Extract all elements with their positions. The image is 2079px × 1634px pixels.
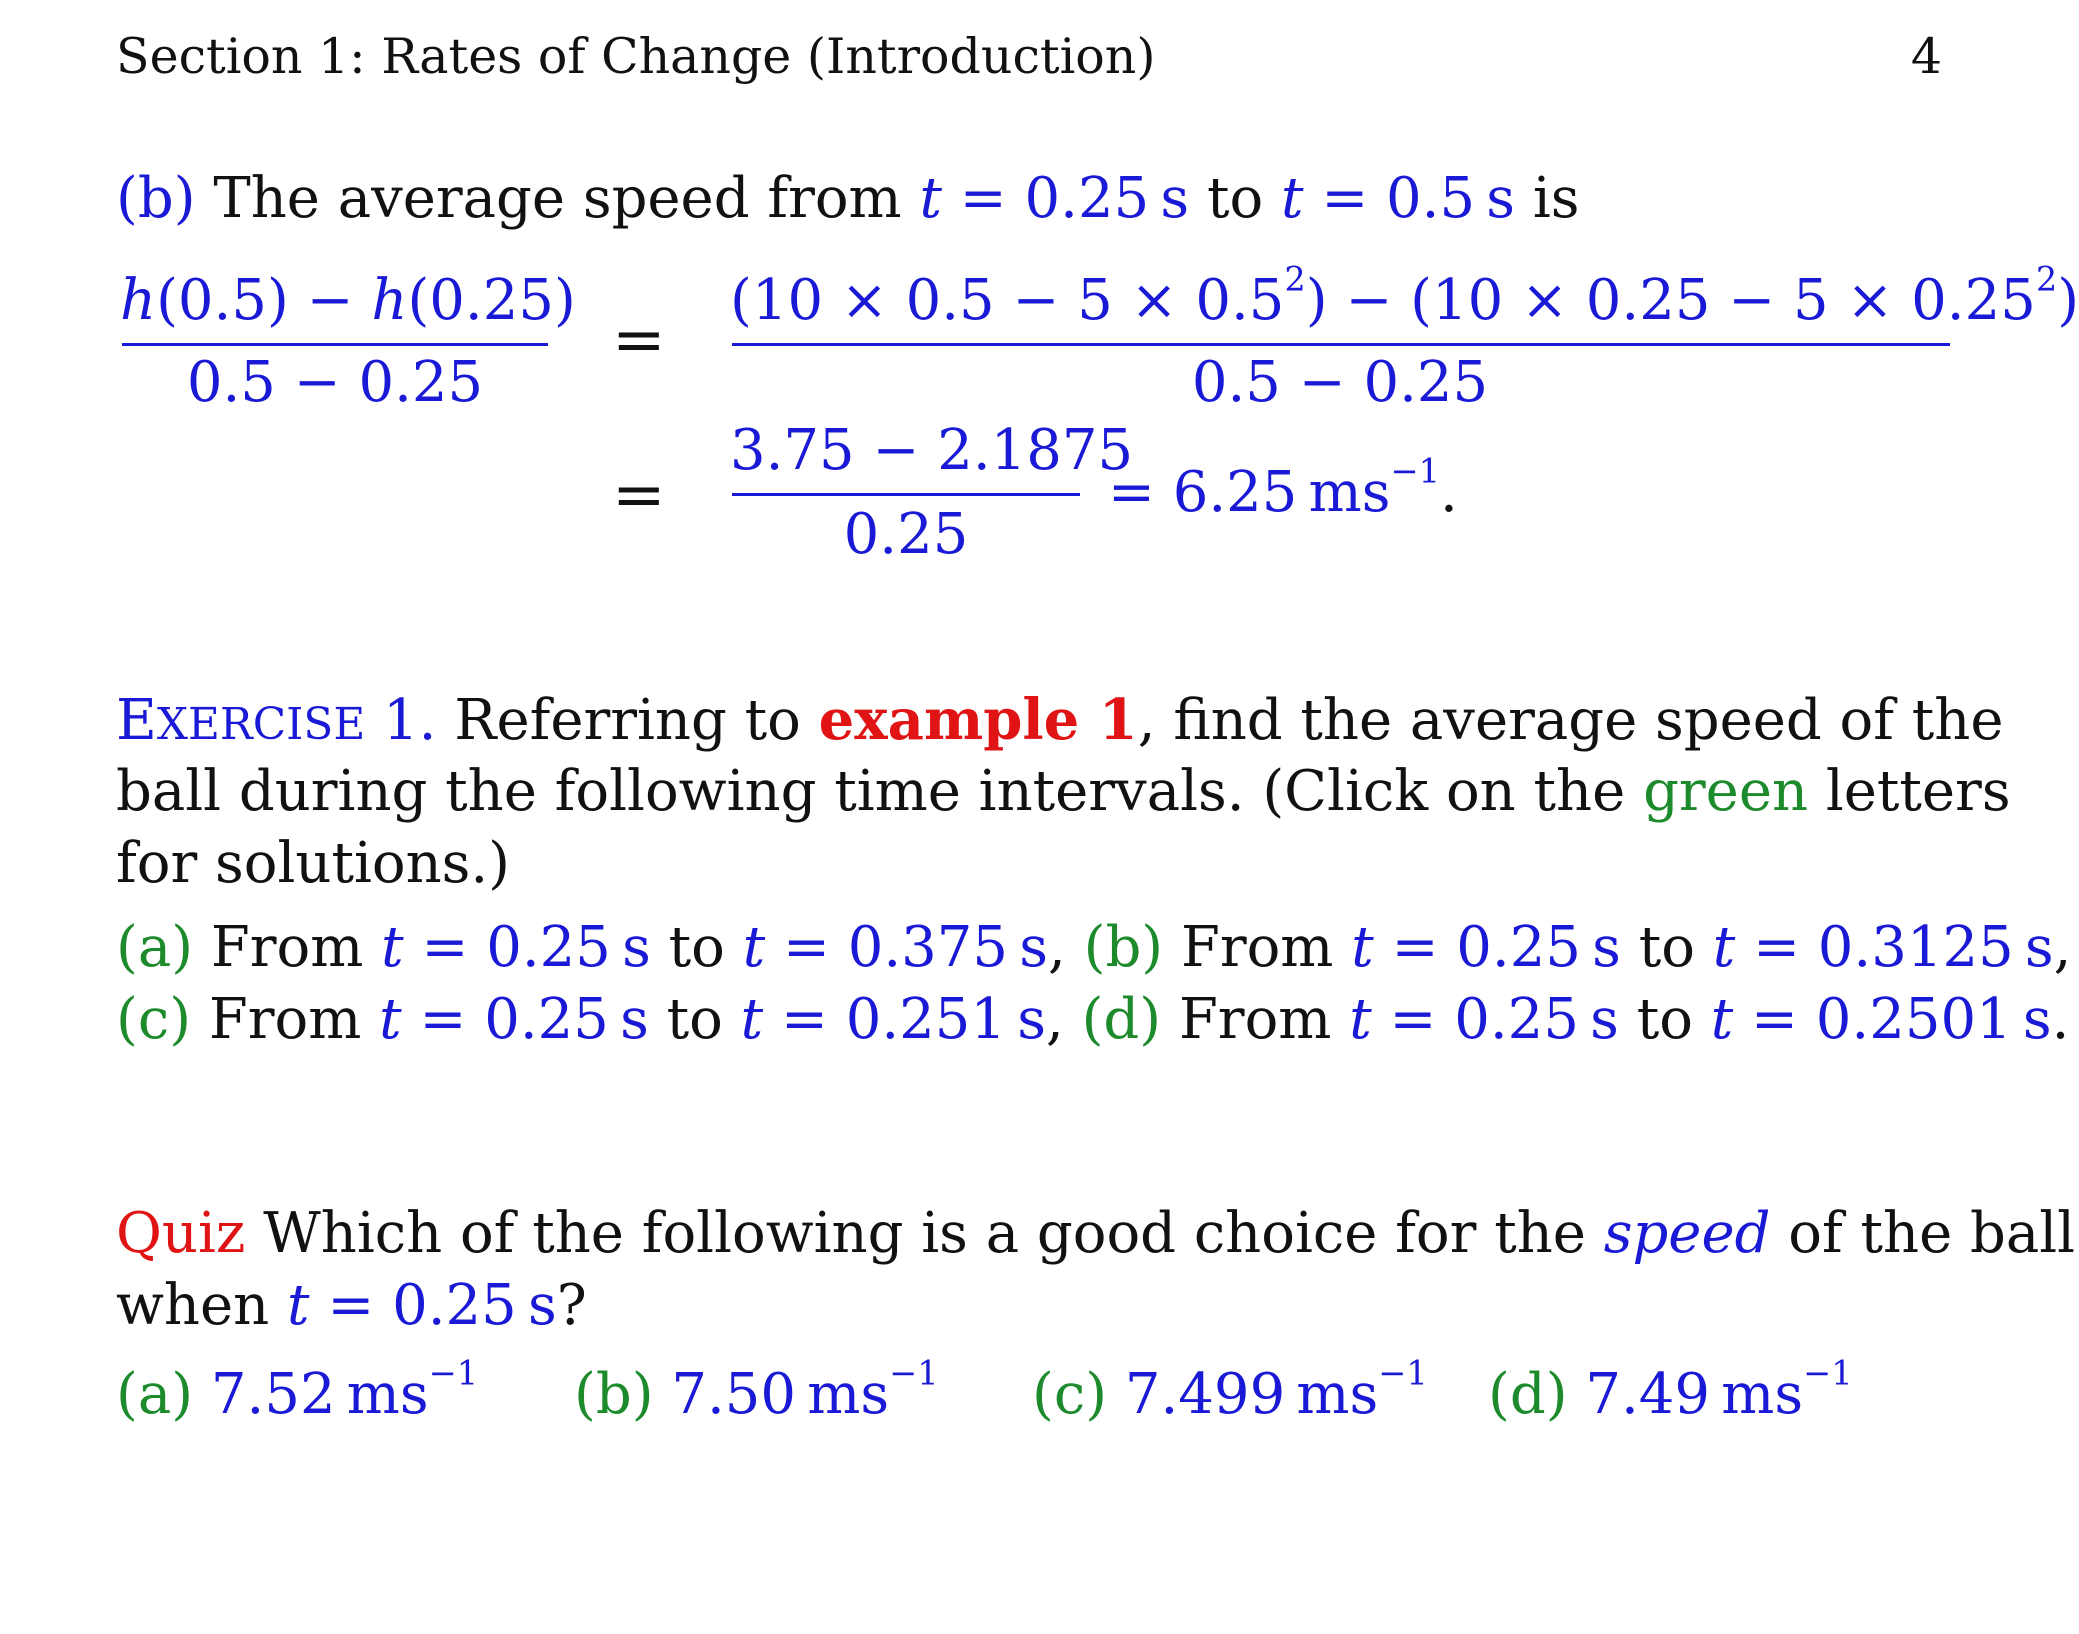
rhs2-denominator: 0.25 [843, 502, 969, 567]
green-word: green [1643, 759, 1809, 824]
rhs1-numerator: $(10 \times 0.5 - 5 \times 0.5^2) - (10 \times 0.25 - 5 \times 0.25^2)$ [730, 259, 2079, 333]
part-b-text: The average speed from [213, 166, 902, 231]
section-title: Section 1: Rates of Change (Introduction) [116, 28, 1156, 85]
exercise-line-3: for solutions.) [116, 831, 511, 896]
rhs1-fraction-bar [732, 343, 1950, 346]
speed-word: speed [1603, 1201, 1771, 1266]
exercise-text: Referring to [454, 688, 801, 753]
word-to: to [1206, 166, 1264, 231]
equals-sign-2: = [612, 458, 666, 532]
quiz-option-b[interactable]: (b) 7.50 $ms^{-1}$ [574, 1353, 939, 1427]
exercise-item-a-link[interactable]: (a) [116, 915, 194, 980]
lhs-fraction-bar [122, 343, 548, 346]
exercise-item-b-link[interactable]: (b) [1083, 915, 1164, 980]
quiz-line-1: Quiz Which of the following is a good choice for the speed of the ball [116, 1201, 2076, 1266]
rhs2-fraction-bar [732, 493, 1080, 496]
word-is: is [1532, 166, 1580, 231]
unit-s: s [1160, 166, 1190, 231]
part-b-label[interactable]: (b) [116, 166, 196, 231]
var-t: t [1281, 166, 1304, 231]
rhs1-denominator: 0.5 − 0.25 [1191, 350, 1489, 415]
quiz-option-a[interactable]: (a) 7.52 $ms^{-1}$ [116, 1353, 479, 1427]
result-value: = 6.25 $ms^{-1}$. [1108, 451, 1458, 525]
lhs-denominator: 0.5 − 0.25 [186, 350, 484, 415]
exercise-item-c-link[interactable]: (c) [116, 987, 192, 1052]
equals-sign-1: = [612, 303, 666, 377]
page-number: 4 [1910, 28, 1942, 85]
exercise-items-row-2: (c) From t = 0.25 s to t = 0.251 s, (d) From t = 0.25 s to t = 0.2501 s. [116, 987, 2070, 1052]
exercise-label: EXERCISE 1. [116, 688, 437, 753]
value-t1: = 0.25 [959, 166, 1150, 231]
quiz-option-d[interactable]: (d) 7.49 $ms^{-1}$ [1488, 1353, 1853, 1427]
part-b-intro [116, 164, 1580, 234]
exercise-line-2: ball during the following time intervals. (Click on the green letters [116, 759, 2011, 824]
quiz-line-2: when t = 0.25 s? [116, 1273, 587, 1338]
example-1-link[interactable]: example 1 [818, 687, 1138, 753]
unit-s: s [1486, 166, 1516, 231]
quiz-option-c[interactable]: (c) 7.499 $ms^{-1}$ [1032, 1353, 1428, 1427]
var-t: t [919, 166, 942, 231]
exercise-line-1: EXERCISE 1. Referring to example 1, find the average speed of the [116, 687, 2004, 753]
exercise-items-row-1: (a) From t = 0.25 s to t = 0.375 s, (b) From t = 0.25 s to t = 0.3125 s, [116, 915, 2072, 980]
exercise-item-d-link[interactable]: (d) [1081, 987, 1162, 1052]
page-header [116, 22, 1942, 92]
value-t2: = 0.5 [1321, 166, 1476, 231]
lhs-numerator: h(0.5) − h(0.25) [120, 268, 576, 333]
quiz-label: Quiz [116, 1201, 246, 1266]
rhs2-numerator: 3.75 − 2.1875 [730, 418, 1134, 483]
